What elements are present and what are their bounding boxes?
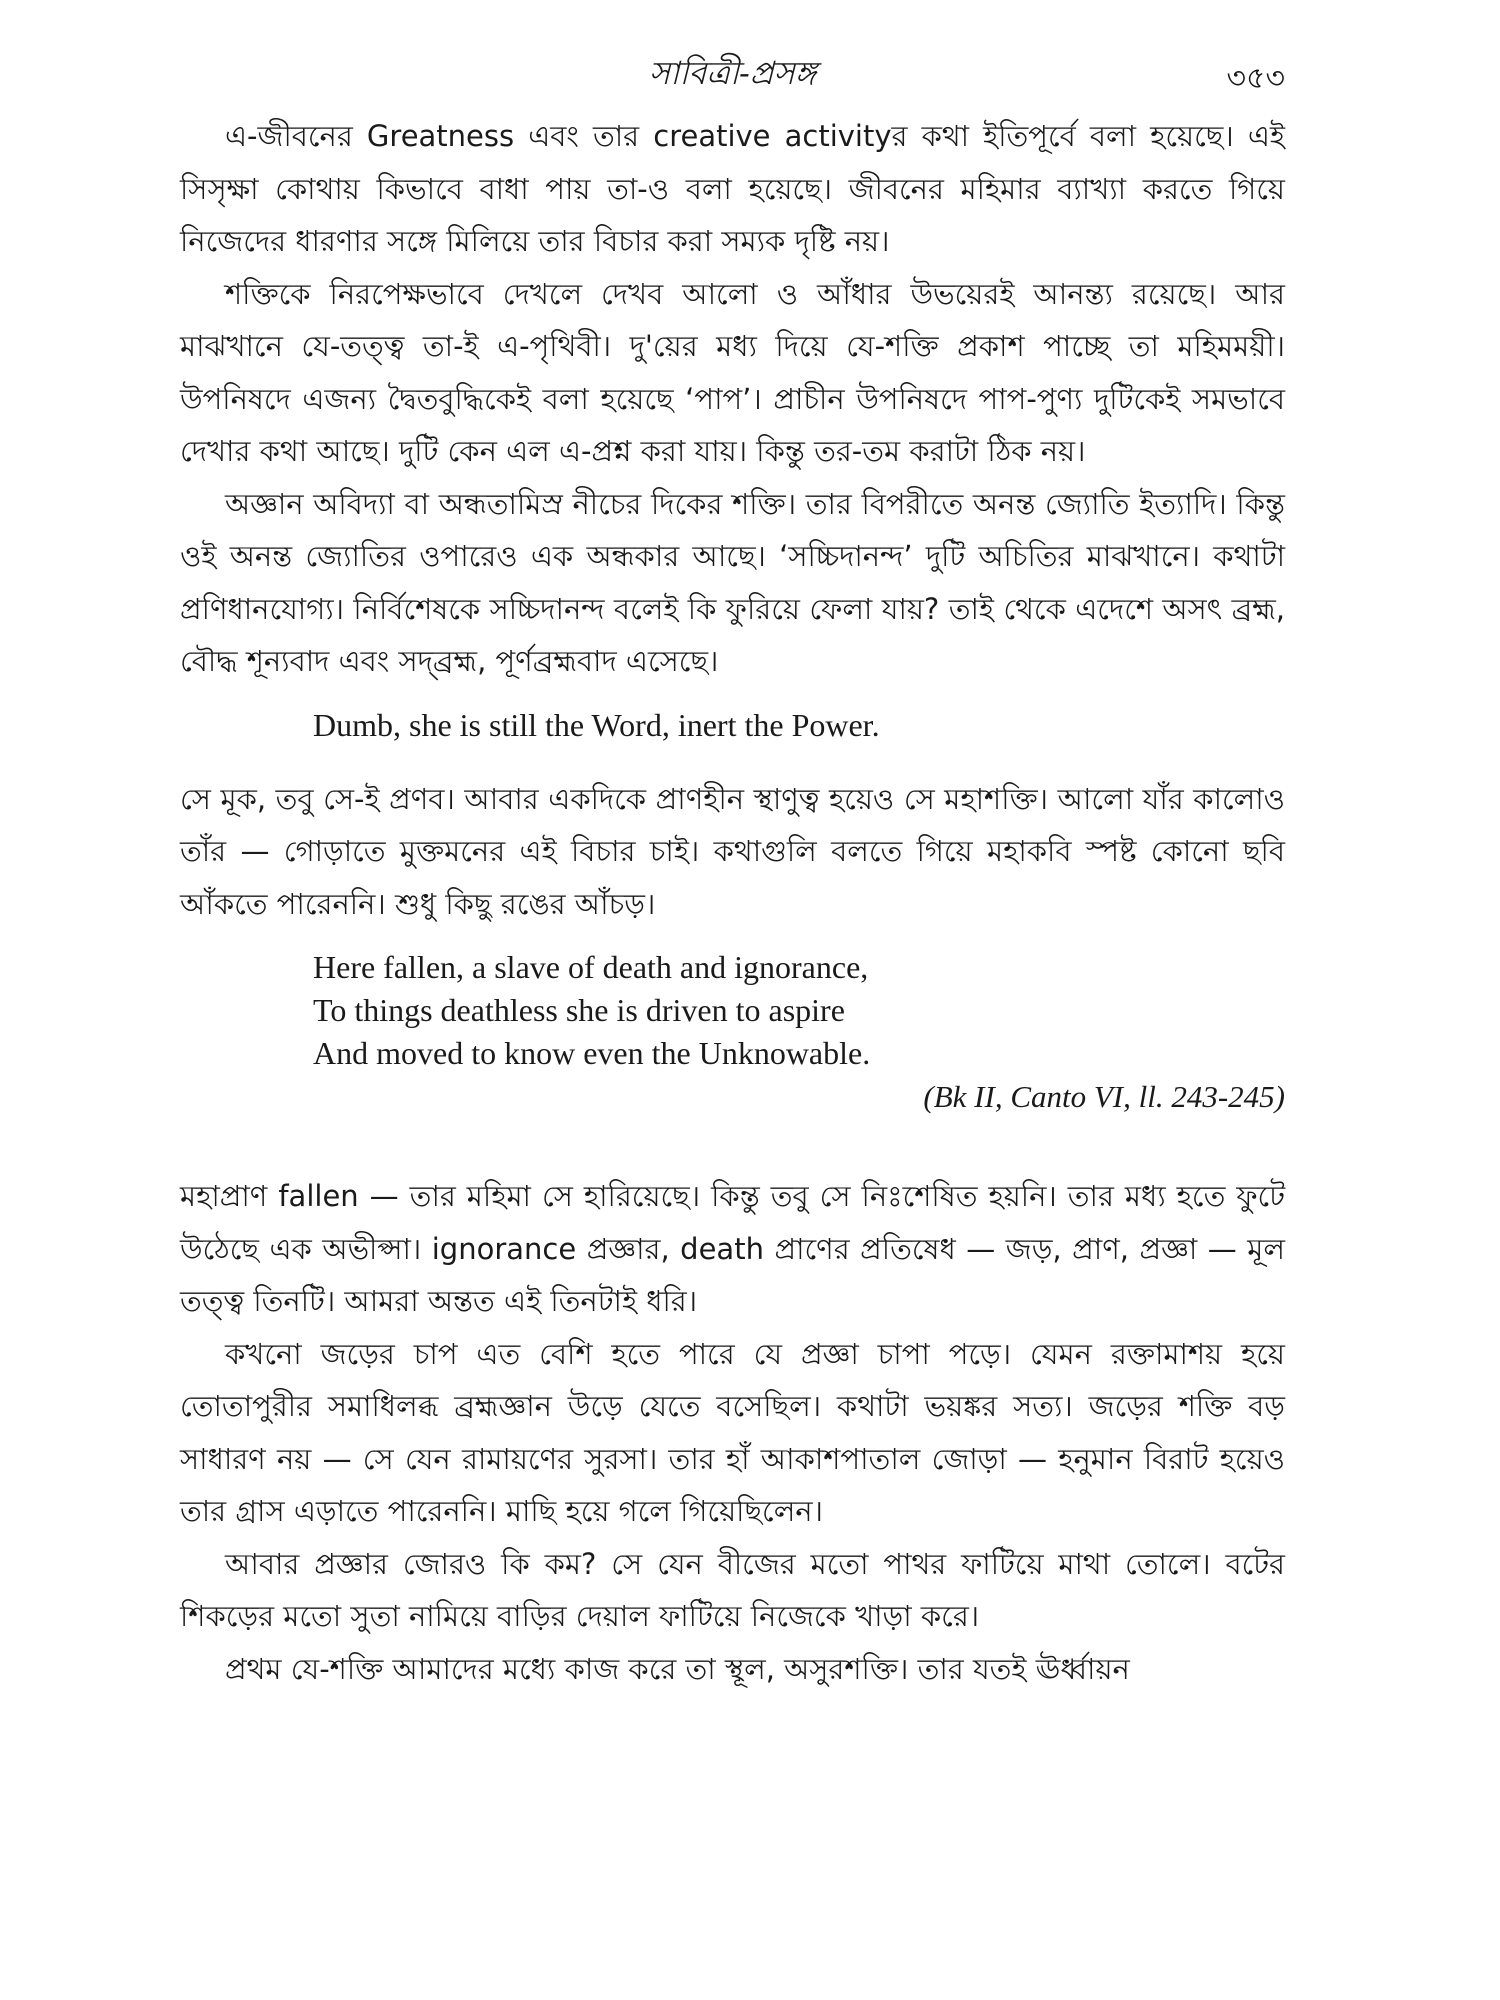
verse-line: Dumb, she is still the Word, inert the Power. xyxy=(313,706,880,743)
verse-line: Here fallen, a slave of death and ignorance, xyxy=(313,949,869,985)
paragraph-1: এ-জীবনের Greatness এবং তার creative activityর কথা ইতিপূর্বে বলা হয়েছে। এই সিসৃক্ষা কোথায় কিভাবে বাধা পায় তা-ও বলা হয়েছে। জীবনের মহিমার ব্যাখ্যা করতে গিয়ে নিজেদের ধারণার সঙ্গে মিলিয়ে তার বিচার করা সম্যক দৃষ্টি নয়। xyxy=(180,119,1285,258)
paragraph-5: মহাপ্রাণ fallen — তার মহিমা সে হারিয়েছে। কিন্তু তবু সে নিঃশেষিত হয়নি। তার মধ্য হতে ফুটে উঠেছে এক অভীপ্সা। ignorance প্রজ্ঞার, death প্রাণের প্রতিষেধ — জড়, প্রাণ, প্রজ্ঞা — মূল তত্ত্ব তিনটি। আমরা অন্তত এই তিনটাই ধরি। xyxy=(180,1179,1285,1318)
paragraph-2: শক্তিকে নিরপেক্ষভাবে দেখলে দেখব আলো ও আঁধার উভয়েরই আনন্ত্য রয়েছে। আর মাঝখানে যে-তত্ত্ব তা-ই এ-পৃথিবী। দু'য়ের মধ্য দিয়ে যে-শক্তি প্রকাশ পাচ্ছে তা মহিমময়ী। উপনিষদে এজন্য দ্বৈতবুদ্ধিকেই বলা হয়েছে ‘পাপ’। প্রাচীন উপনিষদে পাপ-পুণ্য দুটিকেই সমভাবে দেখার কথা আছে। দুটি কেন এল এ-প্রশ্ন করা যায়। কিন্তু তর-তম করাটা ঠিক নয়। xyxy=(180,276,1285,468)
book-page xyxy=(180,40,1285,1695)
paragraph-3: অজ্ঞান অবিদ্যা বা অন্ধতামিস্র নীচের দিকের শক্তি। তার বিপরীতে অনন্ত জ্যোতি ইত্যাদি। কিন্তু ওই অনন্ত জ্যোতির ওপারেও এক অন্ধকার আছে। ‘সচ্চিদানন্দ’ দুটি অচিতির মাঝখানে। কথাটা প্রণিধানযোগ্য। নির্বিশেষকে সচ্চিদানন্দ বলেই কি ফুরিয়ে ফেলা যায়? তাই থেকে এদেশে অসৎ ব্রহ্ম, বৌদ্ধ শূন্যবাদ এবং সদ্‌ব্রহ্ম, পূর্ণব্রহ্মবাদ এসেছে। xyxy=(180,486,1285,678)
page-number: ৩৫৩ xyxy=(1226,61,1285,96)
paragraph-8: প্রথম যে-শক্তি আমাদের মধ্যে কাজ করে তা স্থূল, অসুরশক্তি। তার যতই ঊর্ধ্বায়ন xyxy=(225,1651,1130,1686)
paragraph-7: আবার প্রজ্ঞার জোরও কি কম? সে যেন বীজের মতো পাথর ফাটিয়ে মাথা তোলে। বটের শিকড়ের মতো সুতা নামিয়ে বাড়ির দেয়াল ফাটিয়ে নিজেকে খাড়া করে। xyxy=(180,1546,1285,1633)
verse-quote-2 xyxy=(180,946,1285,1075)
running-header xyxy=(180,40,1285,110)
running-title: সাবিত্রী-প্রসঙ্গ xyxy=(648,54,817,92)
verse-line: To things deathless she is driven to aspire xyxy=(313,992,845,1028)
paragraph-6: কখনো জড়ের চাপ এত বেশি হতে পারে যে প্রজ্ঞা চাপা পড়ে। যেমন রক্তামাশয় হয়ে তোতাপুরীর সমাধিলব্ধ ব্রহ্মজ্ঞান উড়ে যেতে বসেছিল। কথাটা ভয়ঙ্কর সত্য। জড়ের শক্তি বড় সাধারণ নয় — সে যেন রামায়ণের সুরসা। তার হাঁ আকাশপাতাল জোড়া — হনুমান বিরাট হয়েও তার গ্রাস এড়াতে পারেননি। মাছি হয়ে গলে গিয়েছিলেন। xyxy=(180,1336,1285,1528)
paragraph-4: সে মূক, তবু সে-ই প্রণব। আবার একদিকে প্রাণহীন স্থাণুত্ব হয়েও সে মহাশক্তি। আলো যাঁর কালোও তাঁর — গোড়াতে মুক্তমনের এই বিচার চাই। কথাগুলি বলতে গিয়ে মহাকবি স্পষ্ট কোনো ছবি আঁকতে পারেননি। শুধু কিছু রঙের আঁচড়। xyxy=(180,781,1285,921)
verse-quote-1 xyxy=(180,704,1285,747)
verse-line: And moved to know even the Unknowable. xyxy=(313,1035,871,1071)
verse-citation: (Bk II, Canto VI, ll. 243-245) xyxy=(923,1079,1285,1114)
